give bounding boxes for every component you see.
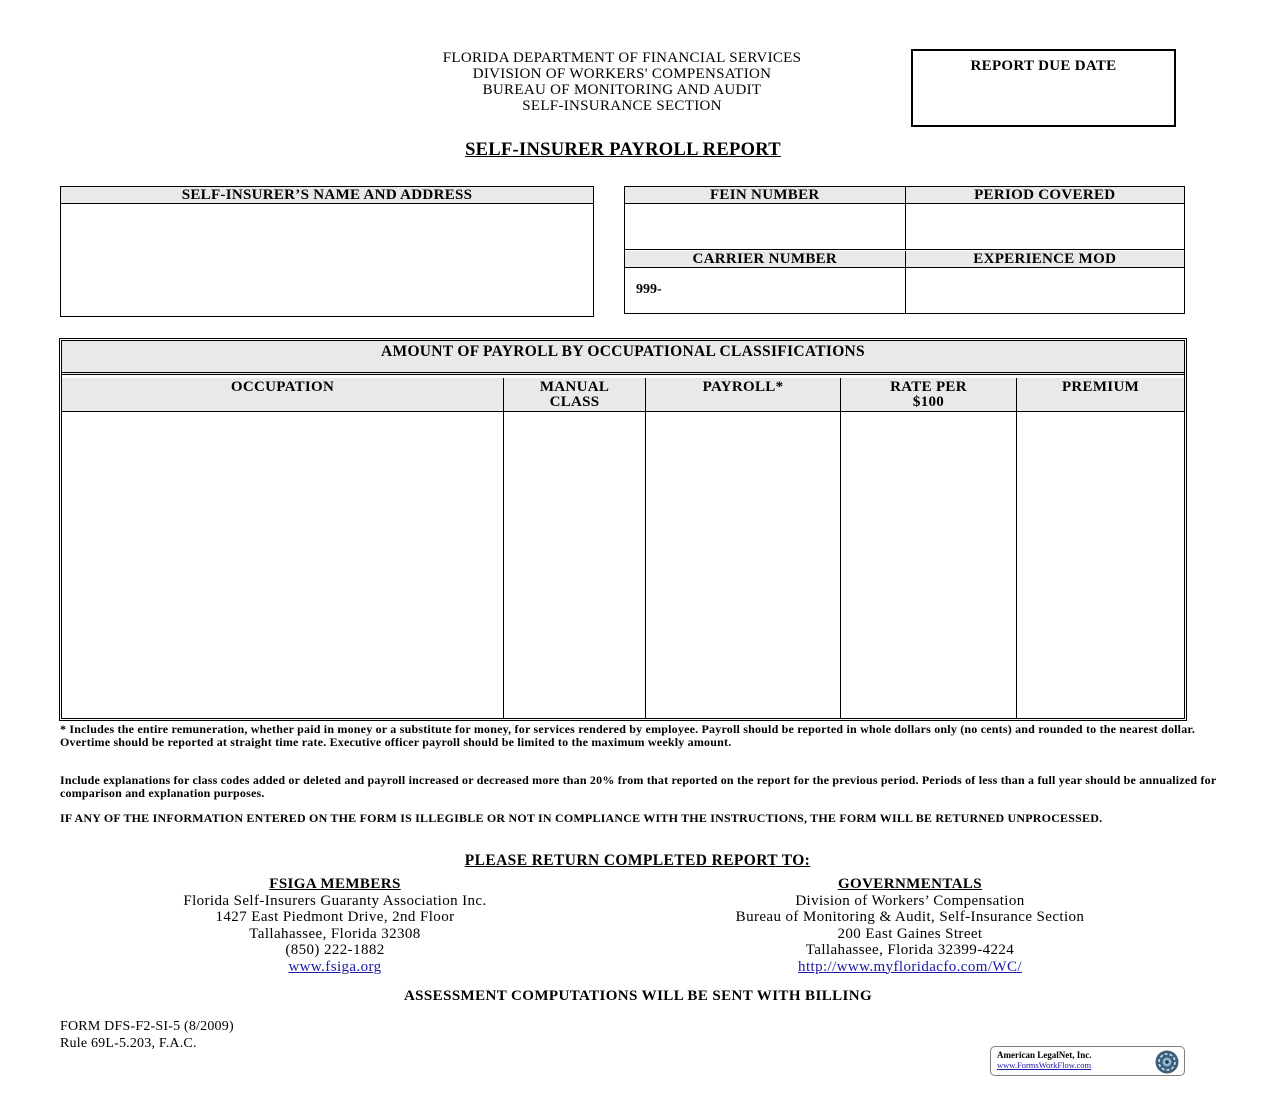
agency-line: BUREAU OF MONITORING AND AUDIT xyxy=(482,82,762,98)
payroll-table-title: AMOUNT OF PAYROLL BY OCCUPATIONAL CLASSIFICATIONS xyxy=(62,341,1184,375)
occupation-header: OCCUPATION xyxy=(62,378,503,412)
payroll-column-field[interactable] xyxy=(646,412,840,718)
agency-line: DIVISION OF WORKERS' COMPENSATION xyxy=(472,66,772,82)
name-address-label: SELF-INSURER’S NAME AND ADDRESS xyxy=(61,187,593,204)
occupation-column-field[interactable] xyxy=(62,412,503,718)
page-title-text: SELF-INSURER PAYROLL REPORT xyxy=(465,140,781,160)
governmentals-line: Bureau of Monitoring & Audit, Self-Insurance Section xyxy=(735,909,1085,925)
fein-number-label: FEIN NUMBER xyxy=(625,187,905,204)
governmentals-line: Tallahassee, Florida 32399-4224 xyxy=(805,942,1015,958)
agency-header xyxy=(372,50,872,114)
column-divider xyxy=(1016,378,1017,718)
return-to-title-text: PLEASE RETURN COMPLETED REPORT TO: xyxy=(464,852,811,869)
period-covered-field[interactable] xyxy=(905,204,1185,249)
manual-class-header xyxy=(504,378,645,412)
carrier-number-field[interactable]: 999- xyxy=(636,282,662,297)
period-covered-label: PERIOD COVERED xyxy=(905,187,1185,204)
form-footer xyxy=(60,1018,234,1052)
column-divider xyxy=(645,378,646,718)
agency-line: SELF-INSURANCE SECTION xyxy=(522,98,722,114)
governmentals-link[interactable]: http://www.myfloridacfo.com/WC/ xyxy=(798,958,1022,975)
manual-class-header-line2: CLASS xyxy=(549,394,600,410)
fsiga-line: Florida Self-Insurers Guaranty Association Inc. xyxy=(183,892,487,909)
fein-number-field[interactable] xyxy=(625,204,905,249)
explanations-note: Include explanations for class codes added or deleted and payroll increased or decreased more than 20% from that reported on the report for the previous period. Periods of less than a full year should be annualized for comparison and explanation purposes. xyxy=(60,773,1217,800)
fsiga-line: Tallahassee, Florida 32308 xyxy=(249,925,421,942)
rate-per-100-header xyxy=(841,378,1016,412)
column-divider xyxy=(840,378,841,718)
logo-name: American LegalNet, Inc. xyxy=(997,1050,1092,1060)
report-due-date-label: REPORT DUE DATE xyxy=(970,58,1117,74)
rate-header-line1: RATE PER xyxy=(890,379,967,395)
report-due-date-box[interactable] xyxy=(911,49,1176,127)
american-legalnet-logo[interactable] xyxy=(990,1046,1185,1076)
governmentals-address-block xyxy=(660,876,1160,975)
payroll-table xyxy=(59,338,1187,721)
experience-mod-field[interactable] xyxy=(905,268,1185,313)
self-insurer-name-address-box[interactable] xyxy=(60,186,594,317)
experience-mod-label: EXPERIENCE MOD xyxy=(905,251,1185,268)
logo-url[interactable]: www.FormsWorkFlow.com xyxy=(997,1060,1092,1070)
form-id: FORM DFS-F2-SI-5 (8/2009) xyxy=(60,1019,234,1034)
manual-class-column-field[interactable] xyxy=(504,412,645,718)
fsiga-heading: FSIGA MEMBERS xyxy=(269,876,401,892)
agency-line: FLORIDA DEPARTMENT OF FINANCIAL SERVICES xyxy=(442,50,802,66)
warning-note: IF ANY OF THE INFORMATION ENTERED ON THE FORM IS ILLEGIBLE OR NOT IN COMPLIANCE WITH THE INSTRUCTIONS, THE FORM WILL BE RETURNED UNPROCESSED. xyxy=(60,811,1103,825)
payroll-footnote: * Includes the entire remuneration, whether paid in money or a substitute for money, for services rendered by employee. Payroll should be reported in whole dollars only (no cents) and rounded to the nearest dollar. Overtime should be reported at straight time rate. Executive officer payroll should be limited to the maximum weekly amount. xyxy=(60,722,1196,749)
column-divider xyxy=(503,378,504,718)
return-to-title xyxy=(360,852,915,870)
globe-icon xyxy=(1154,1049,1180,1075)
assessment-note: ASSESSMENT COMPUTATIONS WILL BE SENT WITH BILLING xyxy=(403,988,873,1004)
rate-header-line2: $100 xyxy=(912,394,945,410)
governmentals-line: Division of Workers’ Compensation xyxy=(795,892,1025,909)
page-title xyxy=(360,140,886,161)
fsiga-link[interactable]: www.fsiga.org xyxy=(288,958,382,975)
fsiga-phone: (850) 222-1882 xyxy=(285,942,385,958)
premium-header: PREMIUM xyxy=(1017,378,1184,412)
governmentals-line: 200 East Gaines Street xyxy=(837,925,983,942)
premium-column-field[interactable] xyxy=(1017,412,1184,718)
carrier-number-label: CARRIER NUMBER xyxy=(625,251,905,268)
manual-class-header-line1: MANUAL xyxy=(539,379,610,395)
fsiga-address-block xyxy=(95,876,575,975)
rule-reference: Rule 69L-5.203, F.A.C. xyxy=(60,1036,197,1051)
payroll-header: PAYROLL* xyxy=(646,378,840,412)
fsiga-line: 1427 East Piedmont Drive, 2nd Floor xyxy=(215,909,455,925)
rate-column-field[interactable] xyxy=(841,412,1016,718)
identification-box xyxy=(624,186,1185,314)
governmentals-heading: GOVERNMENTALS xyxy=(837,876,983,892)
